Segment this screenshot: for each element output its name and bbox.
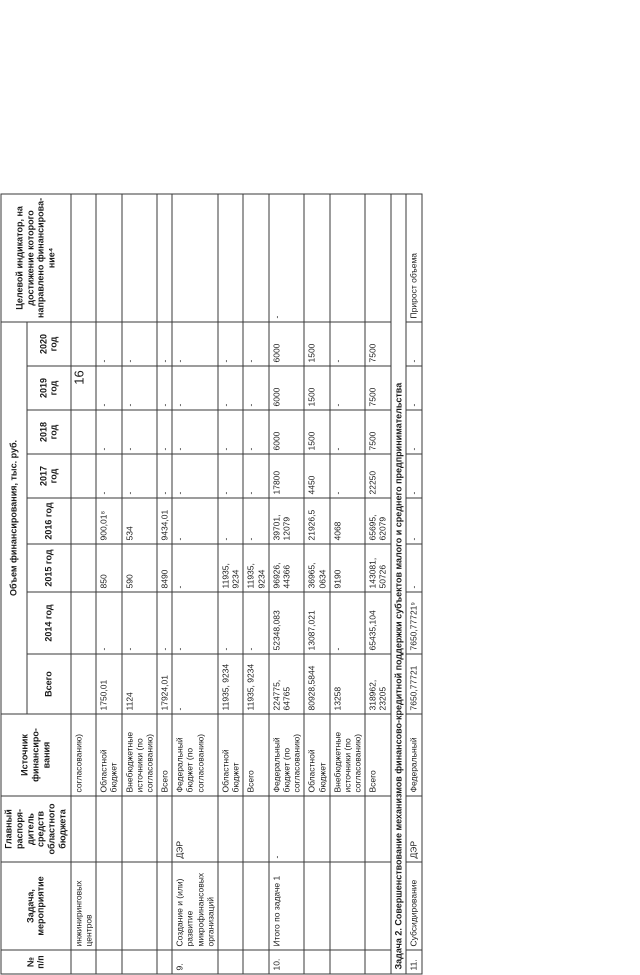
row-admin [122,796,158,862]
col-year-header: 2017 год [27,454,71,498]
row-admin [71,796,96,862]
row-year-value: 22250 [365,454,390,498]
row-year-value: 21926,5 [304,498,329,544]
row-year-value [71,366,96,410]
row-year-value [71,322,96,366]
row-year-value: 6000 [269,410,305,454]
row-indicator [330,194,366,322]
row-year-value: - [122,454,158,498]
row-task [218,862,243,950]
row-year-value: - [330,592,366,654]
row-year-value: - [172,410,218,454]
row-year-value: - [122,410,158,454]
row-indicator [172,194,218,322]
row-year-value: 6000 [269,322,305,366]
row-year-value: 590 [122,544,158,592]
row-total [71,654,96,714]
row-task [122,862,158,950]
row-year-value: - [406,498,421,544]
row-task [330,862,366,950]
row-year-value: - [96,322,121,366]
row-task [157,862,172,950]
row-year-value: 9434,01 [157,498,172,544]
row-num [96,950,121,974]
row-year-value [71,544,96,592]
table-row [122,194,158,974]
row-source: Всего [157,714,172,796]
row-admin [157,796,172,862]
row-source: Федеральный [406,714,421,796]
row-year-value: - [218,366,243,410]
row-year-value [71,592,96,654]
header-row-1 [1,194,27,974]
row-year-value: - [96,410,121,454]
row-year-value [71,410,96,454]
row-indicator: Прирост объема [406,194,421,322]
section-title: Задача 2. Совершенствование механизмов финансово-кредитной поддержки субъектов малого и среднего предпринимательства [391,194,407,974]
row-indicator [304,194,329,322]
row-indicator [96,194,121,322]
row-num: 9. [172,950,218,974]
col-year-header: 2020 год [27,322,71,366]
row-num [330,950,366,974]
row-task [243,862,268,950]
row-year-value: - [330,454,366,498]
row-task [365,862,390,950]
row-year-value: - [330,322,366,366]
row-year-value: 6000 [269,366,305,410]
row-source: Областной бюджет [96,714,121,796]
row-year-value: 4450 [304,454,329,498]
row-year-value: - [157,366,172,410]
row-year-value: 850 [96,544,121,592]
row-admin: ДЭР [172,796,218,862]
row-admin: - [269,796,305,862]
table-row [172,194,218,974]
row-source: Внебюджетные источники (по согласованию) [122,714,158,796]
row-year-value: - [157,322,172,366]
row-year-value: - [122,592,158,654]
row-year-value: 11935, 9234 [243,544,268,592]
row-year-value: - [243,366,268,410]
row-year-value [71,498,96,544]
row-year-value: - [96,454,121,498]
row-task: Субсидирование [406,862,421,950]
row-year-value: - [157,454,172,498]
row-year-value: - [218,322,243,366]
row-year-value: - [218,498,243,544]
row-indicator: - [269,194,305,322]
section-row [391,194,407,974]
financing-table [1,193,423,974]
row-year-value: 1500 [304,322,329,366]
row-total: 11935, 9234 [243,654,268,714]
row-year-value: 65695, 62079 [365,498,390,544]
row-total: 11935, 9234 [218,654,243,714]
financing-header: Объем финансирования, тыс. руб. [1,322,27,714]
row-num: 10. [269,950,305,974]
row-year-value: - [218,410,243,454]
row-indicator [243,194,268,322]
row-year-value: 17800 [269,454,305,498]
row-source: Федеральный бюджет (по согласованию) [172,714,218,796]
col-year-header: 2016 год [27,498,71,544]
row-source: Всего [365,714,390,796]
table-row [157,194,172,974]
row-task: инжиниринговых центров [71,862,96,950]
row-year-value: - [172,498,218,544]
row-num [243,950,268,974]
row-indicator [218,194,243,322]
row-source: Областной бюджет [304,714,329,796]
table-row [269,194,305,974]
page-number: 16 [71,370,87,385]
financing-table-sheet [1,195,528,975]
row-year-value: 7500 [365,366,390,410]
row-year-value: 1500 [304,410,329,454]
row-year-value: - [157,410,172,454]
row-year-value: - [330,410,366,454]
row-year-value: 65435,104 [365,592,390,654]
row-year-value: 1500 [304,366,329,410]
row-year-value: - [406,366,421,410]
row-year-value: 7500 [365,322,390,366]
row-year-value: 4068 [330,498,366,544]
row-indicator [71,194,96,322]
row-year-value: - [243,322,268,366]
row-admin [243,796,268,862]
col-admin-header: Главный распоря-дитель средств областного бюджета [1,796,71,862]
row-admin [96,796,121,862]
col-source-header: Источник финансиро-вания [1,714,71,796]
row-year-value: 39701, 12079 [269,498,305,544]
row-task [96,862,121,950]
row-year-value: 534 [122,498,158,544]
row-year-value: - [243,410,268,454]
row-year-value: - [172,544,218,592]
col-year-header: 2015 год [27,544,71,592]
row-year-value: - [406,544,421,592]
row-year-value: 900,01⁸ [96,498,121,544]
row-year-value: 9190 [330,544,366,592]
row-num [157,950,172,974]
row-year-value: - [172,366,218,410]
row-year-value: 143081, 50726 [365,544,390,592]
row-year-value: - [96,592,121,654]
table-row [330,194,366,974]
col-task-header: Задача, мероприятие [1,862,71,950]
col-num-header: № п/п [1,950,71,974]
row-year-value: - [96,366,121,410]
col-total-header: Всего [27,654,71,714]
row-num [365,950,390,974]
table-row [71,194,96,974]
row-year-value: 11935, 9234 [218,544,243,592]
row-total: 80928,5844 [304,654,329,714]
row-task: Создание и (или) развитие микрофинансовых организаций [172,862,218,950]
row-year-value: 52348,083 [269,592,305,654]
row-total: 1124 [122,654,158,714]
row-year-value: 7500 [365,410,390,454]
row-year-value: - [243,498,268,544]
row-year-value: - [406,322,421,366]
row-total: 7650,77721 [406,654,421,714]
table-row [365,194,390,974]
row-source: согласованию) [71,714,96,796]
row-year-value: 36965, 0634 [304,544,329,592]
row-year-value: - [172,322,218,366]
row-year-value [71,454,96,498]
row-year-value: - [218,454,243,498]
table-row [406,194,421,974]
row-num [71,950,96,974]
table-row [96,194,121,974]
row-num [122,950,158,974]
row-total: 13258 [330,654,366,714]
row-num: 11. [406,950,421,974]
table-row [218,194,243,974]
row-admin [330,796,366,862]
table-row [304,194,329,974]
col-indicator-header: Целевой индикатор, на достижение которого направлено финансирова-ние⁴ [1,194,71,322]
row-total: 17924,01 [157,654,172,714]
row-year-value: 96926, 44366 [269,544,305,592]
row-year-value: 7650,77721⁹ [406,592,421,654]
row-year-value: - [243,592,268,654]
row-task [304,862,329,950]
row-total: - [172,654,218,714]
row-source: Всего [243,714,268,796]
row-indicator [157,194,172,322]
row-admin [365,796,390,862]
row-total: 1750,01 [96,654,121,714]
row-year-value: - [218,592,243,654]
row-total: 224775, 64765 [269,654,305,714]
row-year-value: - [157,592,172,654]
col-year-header: 2019 год [27,366,71,410]
row-year-value: 13087,021 [304,592,329,654]
row-admin: ДЭР [406,796,421,862]
col-year-header: 2014 год [27,592,71,654]
row-year-value: - [330,366,366,410]
row-source: Внебюджетные источники (по согласованию) [330,714,366,796]
row-year-value: - [122,322,158,366]
row-admin [304,796,329,862]
row-indicator [365,194,390,322]
row-indicator [122,194,158,322]
row-year-value: - [406,454,421,498]
table-row [243,194,268,974]
row-year-value: 8490 [157,544,172,592]
row-year-value: - [172,454,218,498]
row-task: Итого по задаче 1 [269,862,305,950]
col-year-header: 2018 год [27,410,71,454]
row-year-value: - [406,410,421,454]
row-total: 318962, 23205 [365,654,390,714]
row-year-value: - [243,454,268,498]
row-year-value: - [172,592,218,654]
row-admin [218,796,243,862]
row-year-value: - [122,366,158,410]
row-num [304,950,329,974]
row-source: Областной бюджет [218,714,243,796]
row-num [218,950,243,974]
row-source: Федеральный бюджет (по согласованию) [269,714,305,796]
